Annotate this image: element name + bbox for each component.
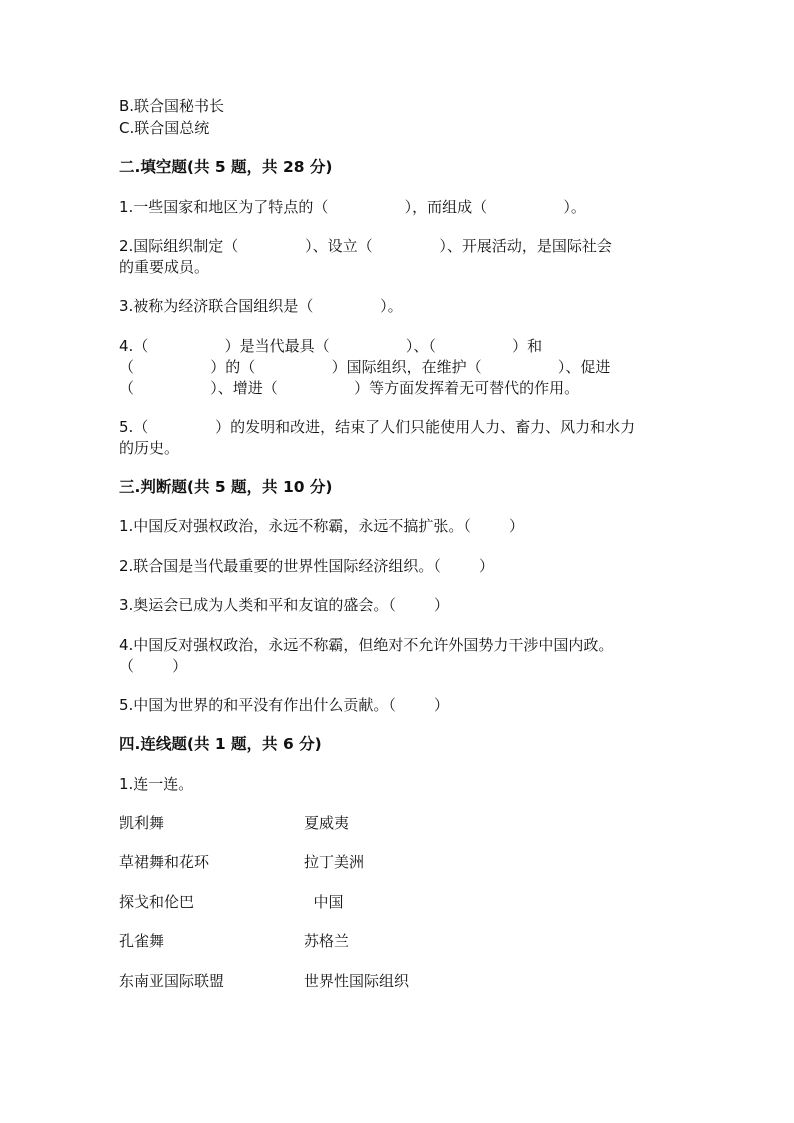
judge-question-5: 5.中国为世界的和平没有作出什么贡献。（ ） [119, 696, 449, 714]
section4-title: 四.连线题(共 1 题，共 6 分) [119, 735, 322, 753]
judge-question-2: 2.联合国是当代最重要的世界性国际经济组织。（ ） [119, 557, 494, 575]
match-right-item: 拉丁美洲 [304, 853, 365, 871]
fill-question-2-line1: 2.国际组织制定（ ）、设立（ ）、开展活动，是国际社会 [119, 237, 612, 255]
fill-question-5-line2: 的历史。 [119, 439, 180, 457]
match-question-1: 1.连一连。 [119, 775, 194, 793]
match-left-item: 孔雀舞 [119, 932, 165, 950]
fill-question-1: 1.一些国家和地区为了特点的（ ），而组成（ ）。 [119, 198, 586, 216]
match-right-item: 世界性国际组织 [304, 972, 410, 990]
fill-question-4-line1: 4.（ ）是当代最具（ ）、（ ）和 [119, 337, 543, 355]
judge-question-1: 1.中国反对强权政治，永远不称霸，永远不搞扩张。（ ） [119, 517, 524, 535]
match-left-item: 凯利舞 [119, 814, 165, 832]
match-right-item: 中国 [304, 893, 344, 911]
fill-question-4-line2: （ ）的（ ）国际组织，在维护（ ）、促进 [119, 358, 611, 376]
fill-question-3: 3.被称为经济联合国组织是（ ）。 [119, 297, 403, 315]
section3-title: 三.判断题(共 5 题，共 10 分) [119, 478, 333, 496]
fill-question-5-line1: 5.（ ）的发明和改进，结束了人们只能使用人力、畜力、风力和水力 [119, 418, 636, 436]
section2-title: 二.填空题(共 5 题，共 28 分) [119, 158, 333, 176]
judge-question-4-line1: 4.中国反对强权政治，永远不称霸，但绝对不允许外国势力干涉中国内政。 [119, 636, 614, 654]
fill-question-4-line3: （ ）、增进（ ）等方面发挥着无可替代的作用。 [119, 379, 580, 397]
match-right-item: 苏格兰 [304, 932, 350, 950]
match-left-item: 草裙舞和花环 [119, 853, 210, 871]
match-left-item: 探戈和伦巴 [119, 893, 195, 911]
judge-question-4-line2: （ ） [119, 657, 188, 675]
option-c: C.联合国总统 [119, 119, 210, 137]
match-left-item: 东南亚国际联盟 [119, 972, 225, 990]
match-right-item: 夏威夷 [304, 814, 350, 832]
judge-question-3: 3.奥运会已成为人类和平和友谊的盛会。（ ） [119, 596, 449, 614]
fill-question-2-line2: 的重要成员。 [119, 258, 210, 276]
option-b: B.联合国秘书长 [119, 97, 225, 115]
